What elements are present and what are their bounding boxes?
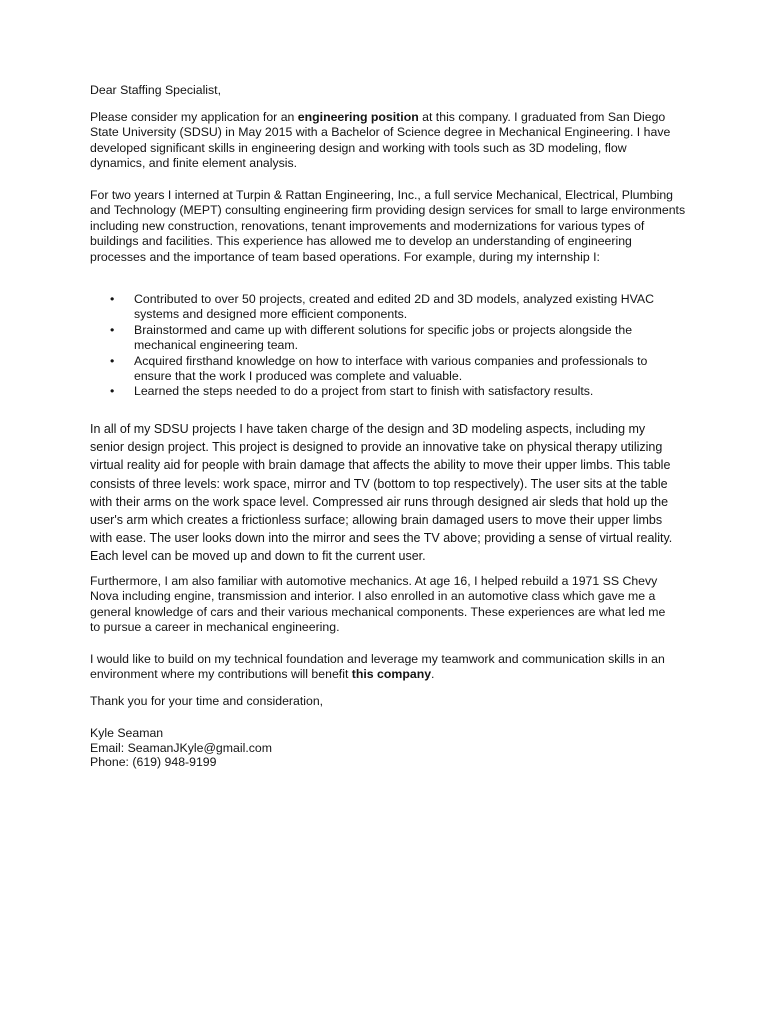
signature-email: Email: SeamanJKyle@gmail.com	[90, 740, 272, 755]
paragraph-sdsu-projects: In all of my SDSU projects I have taken charge of the design and 3D modeling aspects, including my senior design project. This project is designed to provide an innovative take on physical therapy utilizing virtual reality aid for people with brain damage that affects the ability to move their upper limbs. This table consists of three levels: work space, mirror and TV (bottom to top respectively). The user sits at the table with their arms on the work space level. Compressed air runs through designed air sleds that hold up the user's arm which creates a frictionless surface; allowing brain damaged users to move their upper limbs with ease. The user looks down into the mirror and sees the TV above; providing a sense of virtual reality. Each level can be moved up and down to fit the current user.	[90, 422, 673, 564]
intro-text-end: at this company. I graduated from San Diego State University (SDSU) in May 2015 with a Bachelor of Science degree in Mechanical Engineering. I have developed significant skills in engineering design and working with tools such as 3D modeling, flow dynamics, and finite element analysis.	[90, 110, 671, 171]
bullet-item: • Brainstormed and came up with different solutions for specific jobs or projects alongside the mechanical engineering team.	[110, 323, 676, 354]
internship-bullet-list	[110, 292, 676, 400]
closing-bold-company: this company	[351, 667, 432, 682]
paragraph-automotive: Furthermore, I am also familiar with automotive mechanics. At age 16, I helped rebuild a 1971 SS Chevy Nova including engine, transmission and interior. I also enrolled in an automotive class which gave me a general knowledge of cars and their various mechanical components. These experiences are what led me to pursue a career in mechanical engineering.	[90, 574, 666, 635]
intro-bold-position: engineering position	[297, 110, 419, 124]
thanks-line: Thank you for your time and consideration,	[90, 694, 324, 708]
bullet-item: • Acquired firsthand knowledge on how to interface with various companies and professionals to ensure that the work I produced was complete and valuable.	[110, 354, 676, 385]
intro-text-start: Please consider my application for an	[90, 110, 298, 124]
greeting: Dear Staffing Specialist,	[90, 83, 222, 97]
paragraph-closing	[90, 652, 682, 683]
paragraph-intro	[90, 110, 682, 172]
signature-name: Kyle Seaman	[90, 726, 164, 740]
bullet-item: • Contributed to over 50 projects, created and edited 2D and 3D models, analyzed existing HVAC systems and designed more efficient components.	[110, 292, 676, 323]
closing-text-end: .	[431, 667, 435, 682]
paragraph-internship: For two years I interned at Turpin & Rattan Engineering, Inc., a full service Mechanical, Electrical, Plumbing and Technology (MEPT) consulting engineering firm providing design services for small to large environments including new construction, renovations, tenant improvements and modernizations for various types of buildings and facilities. This experience has allowed me to develop an understanding of engineering processes and the importance of team based operations. For example, during my internship I:	[90, 188, 686, 264]
bullet-item: • Learned the steps needed to do a project from start to finish with satisfactory results.	[110, 384, 676, 399]
signature-block	[90, 726, 690, 770]
closing-text-start: I would like to build on my technical foundation and leverage my teamwork and communication skills in an environment where my contributions will benefit	[90, 652, 665, 682]
signature-phone: Phone: (619) 948-9199	[90, 755, 217, 770]
